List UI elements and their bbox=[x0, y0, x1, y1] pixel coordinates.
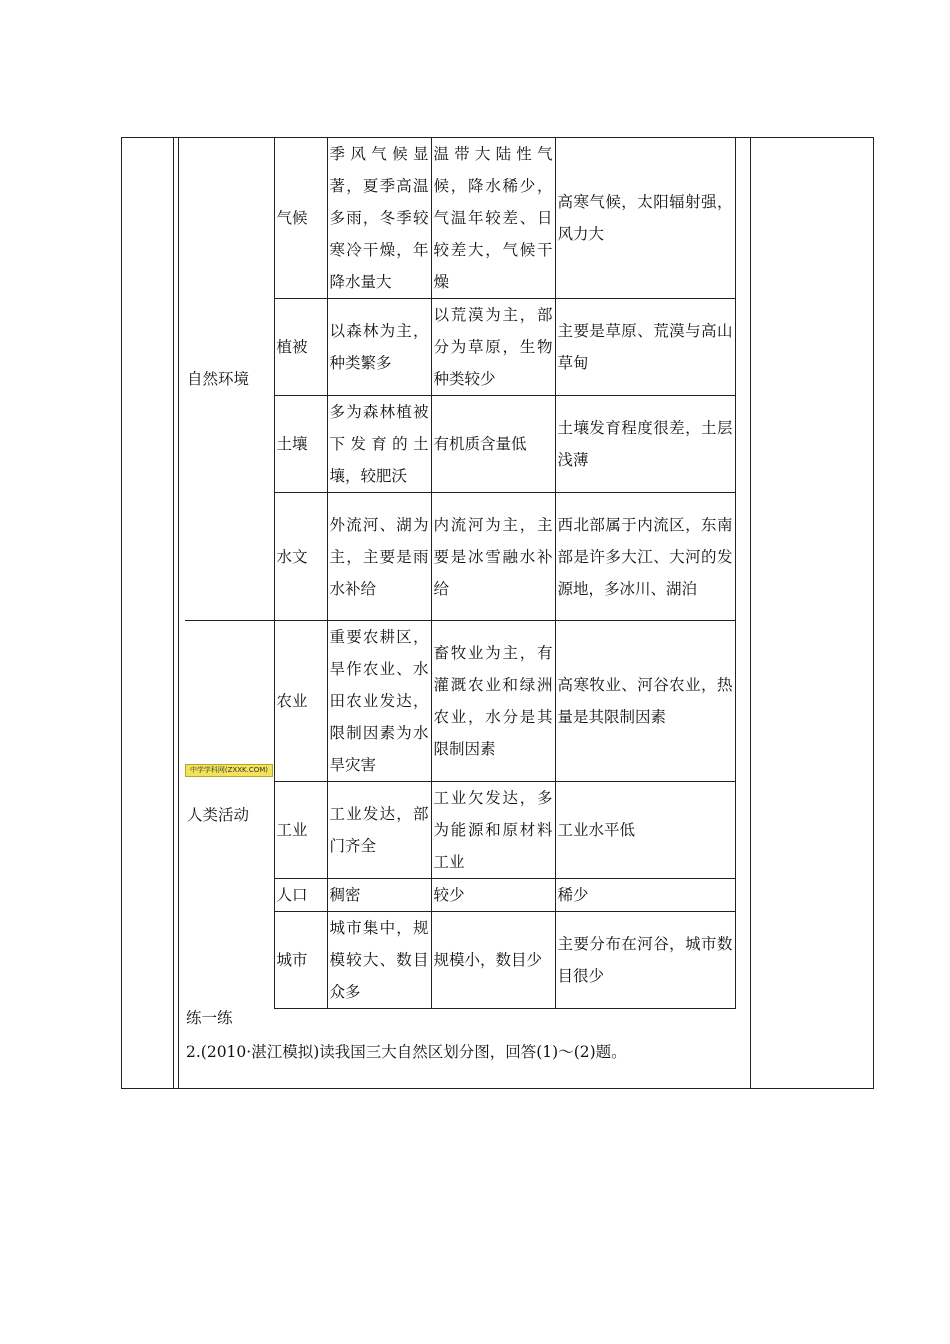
table-cell: 以荒漠为主，部分为草原，生物种类较少 bbox=[431, 299, 555, 396]
table-cell: 主要是草原、荒漠与高山草甸 bbox=[555, 299, 735, 396]
table-cell: 重要农耕区，旱作农业、水田农业发达，限制因素为水旱灾害 bbox=[327, 621, 431, 782]
table-cell: 西北部属于内流区，东南部是许多大江、大河的发源地，多冰川、湖泊 bbox=[555, 493, 735, 621]
table-cell: 高寒牧业、河谷农业，热量是其限制因素 bbox=[555, 621, 735, 782]
table-cell: 稀少 bbox=[555, 879, 735, 912]
column-divider bbox=[750, 138, 751, 1088]
table-cell: 土壤发育程度很差，土层浅薄 bbox=[555, 396, 735, 493]
table-cell: 城市集中，规模较大、数目众多 bbox=[327, 912, 431, 1009]
row-label: 植被 bbox=[274, 299, 327, 396]
row-label: 气候 bbox=[274, 138, 327, 299]
table-cell: 畜牧业为主，有灌溉农业和绿洲农业，水分是其限制因素 bbox=[431, 621, 555, 782]
table-cell: 季风气候显著，夏季高温多雨，冬季较寒冷干燥，年降水量大 bbox=[327, 138, 431, 299]
row-label: 人口 bbox=[274, 879, 327, 912]
table-row bbox=[185, 621, 735, 782]
table-cell: 内流河为主，主要是冰雪融水补给 bbox=[431, 493, 555, 621]
column-divider bbox=[178, 138, 179, 1088]
table-cell: 规模小，数目少 bbox=[431, 912, 555, 1009]
column-divider bbox=[173, 138, 174, 1088]
table-cell: 主要分布在河谷，城市数目很少 bbox=[555, 912, 735, 1009]
watermark-badge: 中学学科网(ZXXK.COM) bbox=[185, 764, 273, 777]
table-row bbox=[185, 138, 735, 299]
row-label: 农业 bbox=[274, 621, 327, 782]
table-cell: 较少 bbox=[431, 879, 555, 912]
row-label: 工业 bbox=[274, 782, 327, 879]
table-cell: 以森林为主，种类繁多 bbox=[327, 299, 431, 396]
table-cell: 高寒气候，太阳辐射强，风力大 bbox=[555, 138, 735, 299]
table-cell: 稠密 bbox=[327, 879, 431, 912]
row-label: 土壤 bbox=[274, 396, 327, 493]
table-cell: 有机质含量低 bbox=[431, 396, 555, 493]
practice-heading: 练一练 bbox=[186, 1009, 233, 1027]
table-cell: 工业发达，部门齐全 bbox=[327, 782, 431, 879]
category-cell: 人类活动 bbox=[185, 621, 274, 1009]
table-cell: 工业水平低 bbox=[555, 782, 735, 879]
comparison-table bbox=[185, 137, 736, 1009]
question-text: 2.(2010·湛江模拟)读我国三大自然区划分图，回答(1)～(2)题。 bbox=[186, 1043, 627, 1061]
category-cell: 自然环境 bbox=[185, 138, 274, 621]
row-label: 水文 bbox=[274, 493, 327, 621]
table-cell: 工业欠发达，多为能源和原材料工业 bbox=[431, 782, 555, 879]
table-cell: 外流河、湖为主，主要是雨水补给 bbox=[327, 493, 431, 621]
table-cell: 多为森林植被下发育的土壤，较肥沃 bbox=[327, 396, 431, 493]
row-label: 城市 bbox=[274, 912, 327, 1009]
table-cell: 温带大陆性气候，降水稀少，气温年较差、日较差大，气候干燥 bbox=[431, 138, 555, 299]
